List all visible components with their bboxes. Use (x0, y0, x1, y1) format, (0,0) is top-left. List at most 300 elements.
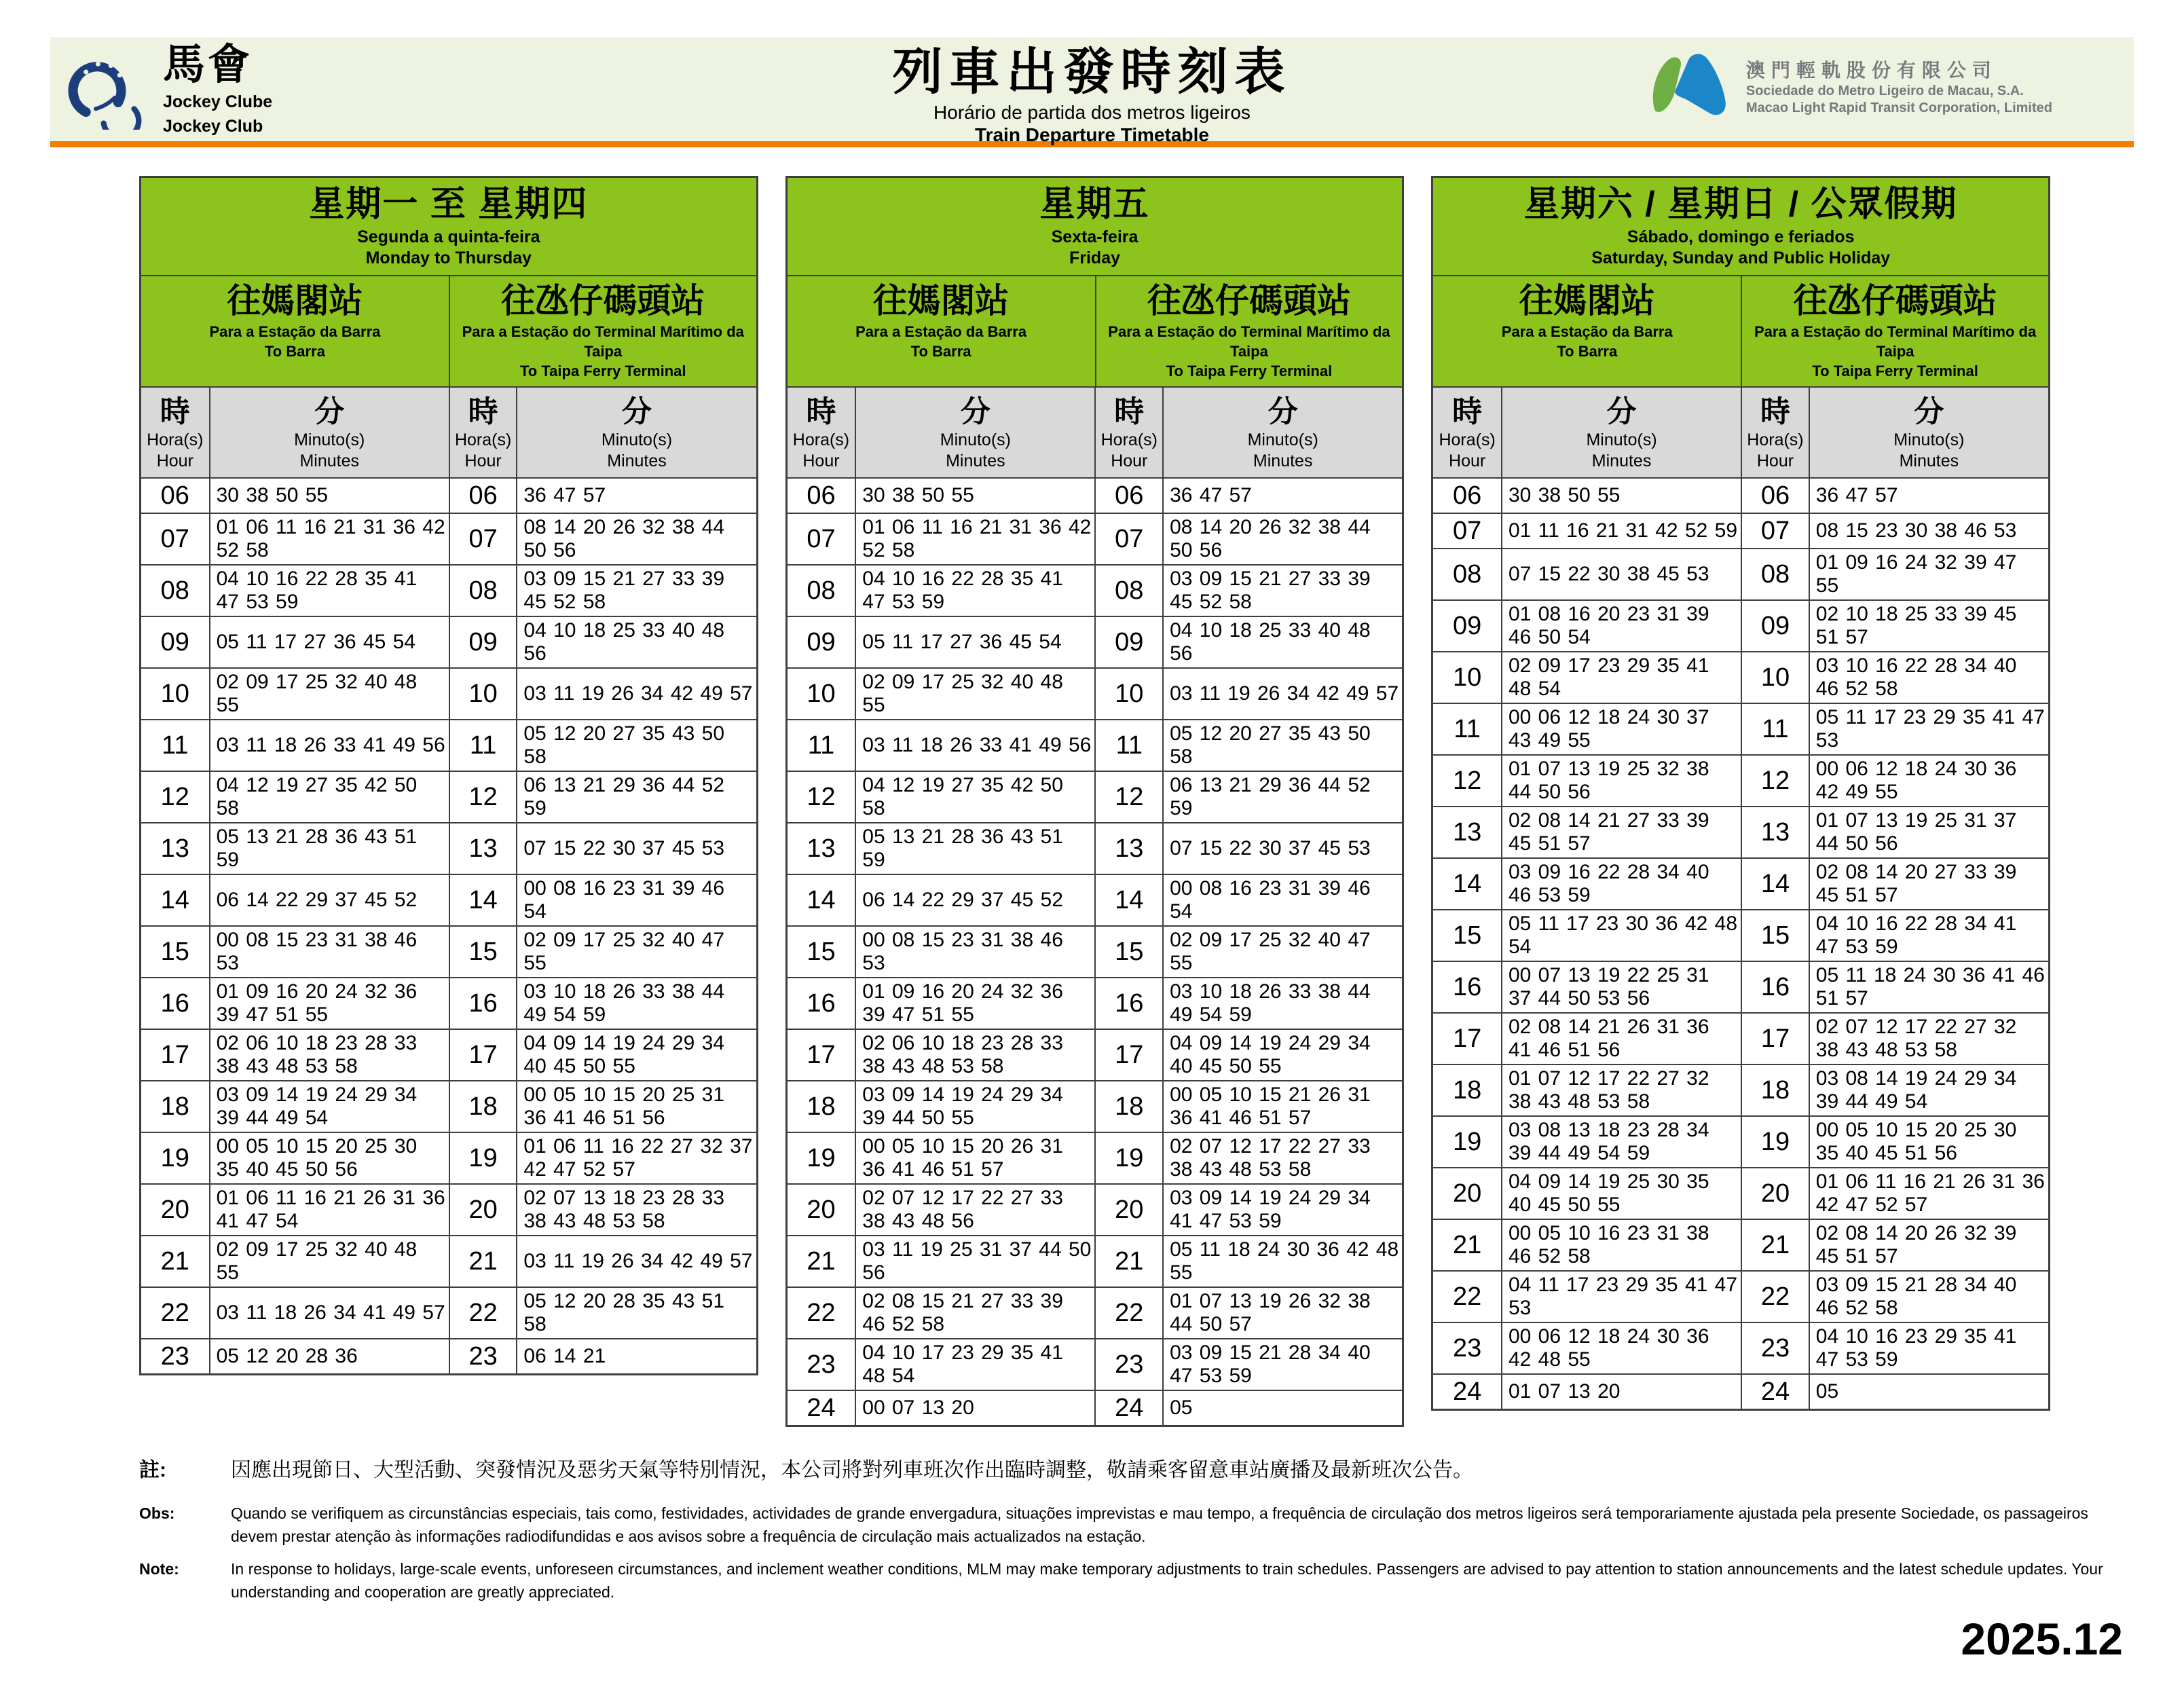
page-title-pt: Horário de partida dos metros ligeiros (933, 102, 1251, 123)
note-portuguese (139, 1502, 2130, 1548)
minutes-cell-to-taipa: 03 09 15 21 28 34 40 47 53 59 (1162, 1339, 1402, 1390)
minutes-column-header (209, 388, 449, 477)
hour-cell: 12 (1741, 756, 1809, 806)
hour-cell: 07 (1094, 514, 1162, 564)
direction-en: To Taipa Ferry Terminal (1812, 363, 1978, 379)
minutes-cell-to-barra: 05 11 17 27 36 45 54 (209, 617, 449, 667)
direction-zh: 往氹仔碼頭站 (1793, 282, 1997, 320)
hour-cell: 19 (1741, 1117, 1809, 1167)
minutes-cell-to-barra: 30 38 50 55 (1501, 479, 1741, 513)
minutes-cell-to-barra: 03 09 16 22 28 34 40 46 53 59 (1501, 859, 1741, 909)
minutes-cell-to-barra: 30 38 50 55 (855, 479, 1094, 513)
timetable-row (141, 978, 756, 1030)
minutes-cell-to-barra: 04 12 19 27 35 42 50 58 (209, 772, 449, 822)
hour-cell: 06 (1453, 481, 1482, 510)
hour-cell: 20 (1453, 1179, 1482, 1208)
minutes-cell-to-barra: 01 07 12 17 22 27 32 38 43 48 53 58 (1501, 1065, 1741, 1115)
hour-cell: 17 (160, 1040, 189, 1069)
hour-cell: 08 (807, 576, 836, 605)
direction-to-barra (788, 276, 1095, 386)
direction-pt: Para a Estação do Terminal Marítimo da Taipa (462, 323, 744, 360)
hour-cell: 15 (807, 937, 836, 966)
timetable-row (141, 669, 756, 720)
hour-cell: 09 (1741, 601, 1809, 651)
hour-cell: 22 (1741, 1272, 1809, 1322)
timetable-row (1433, 1323, 2048, 1375)
minutes-cell-to-barra: 00 07 13 19 22 25 31 37 44 50 53 56 (1501, 962, 1741, 1012)
minutes-header-pt: Minuto(s) (940, 430, 1011, 449)
station-name (163, 43, 272, 136)
timetable-title (1433, 178, 2048, 276)
timetable-row (1433, 1014, 2048, 1065)
minutes-cell-to-taipa: 02 08 14 20 27 33 39 45 51 57 (1809, 859, 2048, 909)
timetable-title-pt: Sexta-feira (1051, 227, 1139, 246)
hour-header-en: Hour (802, 451, 840, 470)
hour-cell: 08 (449, 566, 517, 616)
hour-column-header (449, 388, 517, 477)
direction-to-taipa-ferry (449, 276, 756, 386)
note-label-zh: 註: (139, 1459, 166, 1481)
timetable-row (788, 720, 1403, 772)
hour-cell: 09 (807, 627, 836, 656)
mlm-logo-icon (1644, 50, 1734, 126)
hour-cell: 15 (1094, 927, 1162, 977)
timetable-row (1433, 1065, 2048, 1117)
hour-cell: 19 (1094, 1133, 1162, 1183)
hour-cell: 11 (1094, 720, 1162, 771)
minutes-header-en: Minutes (607, 451, 667, 470)
minutes-cell-to-taipa: 03 09 15 21 28 34 40 46 52 58 (1809, 1272, 2048, 1322)
hour-cell: 12 (807, 782, 836, 811)
minutes-cell-to-barra: 00 06 12 18 24 30 37 43 49 55 (1501, 704, 1741, 754)
timetable-row (1433, 859, 2048, 910)
timetable-body (788, 479, 1403, 1425)
hour-cell: 13 (807, 834, 836, 863)
minutes-cell-to-taipa: 03 10 18 26 33 38 44 49 54 59 (516, 978, 756, 1029)
hour-cell: 18 (1453, 1075, 1482, 1105)
direction-zh: 往媽閣站 (873, 282, 1010, 320)
station-block (65, 43, 272, 136)
hour-cell: 23 (160, 1341, 189, 1371)
minutes-cell-to-taipa: 06 13 21 29 36 44 52 59 (1162, 772, 1402, 822)
hour-header-pt: Hora(s) (454, 430, 512, 449)
minutes-cell-to-taipa: 03 09 14 19 24 29 34 41 47 53 59 (1162, 1185, 1402, 1235)
hour-column-header (788, 388, 855, 477)
hour-cell: 16 (1094, 978, 1162, 1029)
minutes-cell-to-taipa: 08 15 23 30 38 46 53 (1809, 514, 2048, 548)
minutes-cell-to-taipa: 05 11 18 24 30 36 41 46 51 57 (1809, 962, 2048, 1012)
timetable-row (788, 1030, 1403, 1081)
hour-cell: 13 (160, 834, 189, 863)
timetable-row (788, 823, 1403, 875)
minutes-cell-to-barra: 30 38 50 55 (209, 479, 449, 513)
minutes-cell-to-taipa: 00 08 16 23 31 39 46 54 (516, 875, 756, 925)
hour-cell: 07 (1741, 514, 1809, 548)
hour-header-zh: 時 (1114, 395, 1145, 428)
minutes-header-zh: 分 (1914, 395, 1944, 428)
minutes-cell-to-barra: 03 09 14 19 24 29 34 39 44 49 54 (209, 1081, 449, 1132)
hour-cell: 20 (449, 1185, 517, 1235)
note-english (139, 1557, 2130, 1604)
company-names (1746, 58, 2052, 117)
hour-cell: 17 (1453, 1024, 1482, 1053)
timetable-row (141, 1081, 756, 1133)
hour-cell: 07 (807, 524, 836, 553)
hour-cell: 22 (449, 1288, 517, 1338)
direction-zh: 往媽閣站 (227, 282, 363, 320)
timetable-row (141, 1133, 756, 1185)
horseshoe-icon (65, 50, 145, 130)
hour-cell: 16 (1741, 962, 1809, 1012)
hour-cell: 11 (162, 730, 189, 760)
hour-cell: 23 (449, 1339, 517, 1373)
timetable-row (788, 927, 1403, 978)
minutes-cell-to-taipa: 36 47 57 (516, 479, 756, 513)
minutes-cell-to-taipa: 06 14 21 (516, 1339, 756, 1373)
hour-header-zh: 時 (1760, 395, 1790, 428)
hour-header-pt: Hora(s) (1100, 430, 1158, 449)
hour-cell: 15 (449, 927, 517, 977)
station-name-zh: 馬會 (163, 41, 253, 88)
hour-cell: 20 (1741, 1168, 1809, 1219)
minutes-cell-to-taipa: 05 12 20 27 35 43 50 58 (1162, 720, 1402, 771)
station-name-en: Jockey Club (163, 116, 263, 136)
minutes-cell-to-taipa: 01 07 13 19 25 31 37 44 50 56 (1809, 807, 2048, 857)
hour-cell: 13 (449, 823, 517, 874)
minutes-column-header (1809, 388, 2048, 477)
minutes-header-pt: Minuto(s) (294, 430, 365, 449)
timetable-row (1433, 1272, 2048, 1323)
hour-cell: 22 (1453, 1282, 1482, 1311)
minutes-cell-to-taipa: 02 10 18 25 33 39 45 51 57 (1809, 601, 2048, 651)
hour-cell: 10 (1741, 652, 1809, 703)
timetable-row (1433, 962, 2048, 1014)
timetable-row (141, 1236, 756, 1288)
hour-header-zh: 時 (1452, 395, 1483, 428)
minutes-cell-to-barra: 01 06 11 16 21 31 36 42 52 58 (209, 514, 449, 564)
hour-cell: 12 (1094, 772, 1162, 822)
hour-cell: 21 (449, 1236, 517, 1286)
minutes-cell-to-barra: 02 09 17 25 32 40 48 55 (209, 669, 449, 719)
hour-cell: 21 (1741, 1220, 1809, 1270)
direction-en: To Taipa Ferry Terminal (520, 363, 686, 379)
hour-cell: 16 (807, 988, 836, 1018)
hour-column-header (141, 388, 209, 477)
hour-cell: 17 (1094, 1030, 1162, 1080)
minutes-cell-to-barra: 01 09 16 20 24 32 36 39 47 51 55 (855, 978, 1094, 1029)
minutes-cell-to-barra: 01 07 13 20 (1501, 1375, 1741, 1409)
hour-cell: 18 (160, 1092, 189, 1121)
hour-cell: 10 (807, 679, 836, 708)
timetable-row (141, 1030, 756, 1081)
minutes-cell-to-barra: 03 11 18 26 33 41 49 56 (855, 720, 1094, 771)
minutes-cell-to-barra: 02 07 12 17 22 27 33 38 43 48 56 (855, 1185, 1094, 1235)
hour-column-header (1094, 388, 1162, 477)
direction-en: To Barra (1557, 343, 1618, 360)
hour-cell: 14 (449, 875, 517, 925)
minutes-cell-to-barra: 03 11 19 25 31 37 44 50 56 (855, 1236, 1094, 1286)
minutes-header-en: Minutes (1591, 451, 1652, 470)
hour-cell: 17 (1741, 1014, 1809, 1064)
hour-cell: 06 (1094, 479, 1162, 513)
timetable-title-en: Friday (1069, 248, 1121, 267)
minutes-cell-to-barra: 00 07 13 20 (855, 1391, 1094, 1425)
hour-cell: 22 (807, 1298, 836, 1327)
minutes-cell-to-barra: 02 06 10 18 23 28 33 38 43 48 53 58 (209, 1030, 449, 1080)
hour-cell: 06 (449, 479, 517, 513)
direction-headers (788, 276, 1403, 388)
note-label-en: Note: (139, 1560, 179, 1578)
timetable-row (141, 566, 756, 617)
note-chinese (139, 1457, 2130, 1484)
timetable-row (141, 1288, 756, 1339)
notes (139, 1457, 2130, 1604)
hour-cell: 23 (1741, 1323, 1809, 1373)
hour-cell: 23 (807, 1350, 836, 1379)
timetable-row (788, 1391, 1403, 1425)
minutes-cell-to-barra: 01 11 16 21 31 42 52 59 (1501, 514, 1741, 548)
direction-headers (1433, 276, 2048, 388)
station-name-pt: Jockey Clube (163, 92, 273, 111)
timetable-row (141, 823, 756, 875)
company-block (1644, 50, 2052, 126)
minutes-column-header (1162, 388, 1402, 477)
hour-cell: 14 (1741, 859, 1809, 909)
direction-en: To Taipa Ferry Terminal (1166, 363, 1333, 379)
hour-header-en: Hour (156, 451, 193, 470)
hour-cell: 11 (449, 720, 517, 771)
page-title-en: Train Departure Timetable (975, 124, 1209, 145)
minutes-cell-to-taipa: 03 11 19 26 34 42 49 57 (516, 669, 756, 719)
minutes-cell-to-barra: 01 06 11 16 21 26 31 36 41 47 54 (209, 1185, 449, 1235)
hour-cell: 20 (1094, 1185, 1162, 1235)
hour-cell: 16 (1453, 972, 1482, 1001)
company-name-pt: Sociedade do Metro Ligeiro de Macau, S.A. (1745, 84, 2024, 98)
minutes-cell-to-taipa: 08 14 20 26 32 38 44 50 56 (516, 514, 756, 564)
minutes-cell-to-taipa: 04 10 16 23 29 35 41 47 53 59 (1809, 1323, 2048, 1373)
timetable-body (141, 479, 756, 1373)
timetable-title-zh: 星期一 至 星期四 (309, 185, 589, 224)
hour-cell: 08 (160, 576, 189, 605)
hour-cell: 19 (449, 1133, 517, 1183)
minutes-cell-to-taipa: 04 10 18 25 33 40 48 56 (1162, 617, 1402, 667)
minutes-cell-to-taipa: 01 07 13 19 26 32 38 44 50 57 (1162, 1288, 1402, 1338)
minutes-header-en: Minutes (299, 451, 359, 470)
direction-pt: Para a Estação do Terminal Marítimo da Taipa (1754, 323, 2037, 360)
timetable-monday-thursday (139, 176, 758, 1375)
hour-cell: 17 (449, 1030, 517, 1080)
timetable-title-pt: Segunda a quinta-feira (357, 227, 540, 246)
timetable-friday (785, 176, 1405, 1427)
timetable-row (141, 772, 756, 823)
minutes-cell-to-barra: 02 09 17 25 32 40 48 55 (855, 669, 1094, 719)
minutes-cell-to-taipa: 04 09 14 19 24 29 34 40 45 50 55 (1162, 1030, 1402, 1080)
hour-header-pt: Hora(s) (1747, 430, 1804, 449)
version-date: 2025.12 (1961, 1614, 2123, 1664)
hour-column-header (1433, 388, 1501, 477)
hour-cell: 09 (160, 627, 189, 656)
timetable-title-zh: 星期六 / 星期日 / 公眾假期 (1523, 185, 1958, 224)
minutes-header-pt: Minuto(s) (1586, 430, 1657, 449)
hour-column-header (1741, 388, 1809, 477)
timetable-row (1433, 479, 2048, 514)
hour-cell: 12 (449, 772, 517, 822)
minutes-cell-to-barra: 00 05 10 15 20 26 31 36 41 46 51 57 (855, 1133, 1094, 1183)
timetable-row (788, 1236, 1403, 1288)
timetable-row (788, 617, 1403, 669)
direction-en: To Barra (910, 343, 971, 360)
hour-header-zh: 時 (468, 395, 498, 428)
timetable-row (788, 479, 1403, 514)
minutes-cell-to-taipa: 02 09 17 25 32 40 47 55 (516, 927, 756, 977)
minutes-column-header (855, 388, 1094, 477)
minutes-cell-to-barra: 05 11 17 27 36 45 54 (855, 617, 1094, 667)
timetable-row (788, 1288, 1403, 1339)
minutes-cell-to-taipa: 05 (1809, 1375, 2048, 1409)
minutes-cell-to-taipa: 04 09 14 19 24 29 34 40 45 50 55 (516, 1030, 756, 1080)
minutes-cell-to-taipa: 03 08 14 19 24 29 34 39 44 49 54 (1809, 1065, 2048, 1115)
hour-cell: 06 (807, 481, 836, 510)
timetable-row (1433, 704, 2048, 756)
minutes-cell-to-taipa: 36 47 57 (1809, 479, 2048, 513)
minutes-cell-to-barra: 04 09 14 19 25 30 35 40 45 50 55 (1501, 1168, 1741, 1219)
timetable-row (788, 772, 1403, 823)
hour-cell: 23 (1094, 1339, 1162, 1390)
timetable-row (1433, 1117, 2048, 1168)
minutes-cell-to-taipa: 03 11 19 26 34 42 49 57 (1162, 669, 1402, 719)
minutes-header-pt: Minuto(s) (601, 430, 673, 449)
minutes-cell-to-taipa: 01 09 16 24 32 39 47 55 (1809, 549, 2048, 599)
timetable-title-zh: 星期五 (1039, 185, 1150, 224)
minutes-cell-to-taipa: 00 05 10 15 21 26 31 36 41 46 51 57 (1162, 1081, 1402, 1132)
minutes-cell-to-barra: 00 08 15 23 31 38 46 53 (855, 927, 1094, 977)
minutes-cell-to-taipa: 05 11 18 24 30 36 42 48 55 (1162, 1236, 1402, 1286)
minutes-header-pt: Minuto(s) (1893, 430, 1965, 449)
minutes-cell-to-barra: 04 10 17 23 29 35 41 48 54 (855, 1339, 1094, 1390)
minutes-cell-to-barra: 00 05 10 16 23 31 38 46 52 58 (1501, 1220, 1741, 1270)
hour-cell: 19 (807, 1143, 836, 1172)
hour-cell: 18 (449, 1081, 517, 1132)
hour-cell: 23 (1453, 1333, 1482, 1363)
hour-cell: 24 (1453, 1377, 1482, 1406)
note-text-zh: 因應出現節日、大型活動、突發情況及惡劣天氣等特別情況，本公司將對列車班次作出臨時調整，敬請乘客留意車站廣播及最新班次公告。 (231, 1459, 1473, 1481)
timetable-row (1433, 1220, 2048, 1272)
timetable-title (141, 178, 756, 276)
timetable-row (1433, 910, 2048, 962)
hour-cell: 24 (1094, 1391, 1162, 1425)
timetable-row (1433, 549, 2048, 601)
hour-header-zh: 時 (806, 395, 836, 428)
timetable-row (1433, 601, 2048, 652)
column-headers (788, 388, 1403, 479)
minutes-cell-to-taipa: 05 11 17 23 29 35 41 47 53 (1809, 704, 2048, 754)
minutes-cell-to-barra: 01 06 11 16 21 31 36 42 52 58 (855, 514, 1094, 564)
hour-cell: 21 (160, 1246, 189, 1276)
hour-cell: 20 (807, 1195, 836, 1224)
minutes-cell-to-taipa: 02 07 12 17 22 27 33 38 43 48 53 58 (1162, 1133, 1402, 1183)
header-band (50, 37, 2134, 147)
timetable-row (788, 1081, 1403, 1133)
minutes-cell-to-taipa: 04 10 16 22 28 34 41 47 53 59 (1809, 910, 2048, 961)
column-headers (141, 388, 756, 479)
timetable-row (1433, 514, 2048, 549)
direction-headers (141, 276, 756, 388)
timetable-row (1433, 652, 2048, 704)
hour-cell: 13 (1094, 823, 1162, 874)
timetable-sat-sun-holiday (1431, 176, 2050, 1411)
direction-to-taipa-ferry (1095, 276, 1403, 386)
minutes-cell-to-barra: 06 14 22 29 37 45 52 (209, 875, 449, 925)
hour-header-pt: Hora(s) (792, 430, 850, 449)
minutes-cell-to-barra: 03 11 18 26 33 41 49 56 (209, 720, 449, 771)
hour-cell: 11 (1454, 714, 1481, 743)
hour-cell: 17 (807, 1040, 836, 1069)
timetable-row (141, 514, 756, 566)
hour-cell: 07 (1453, 516, 1482, 545)
minutes-cell-to-taipa: 05 (1162, 1391, 1402, 1425)
timetable-row (1433, 756, 2048, 807)
hour-cell: 10 (1094, 669, 1162, 719)
hour-cell: 10 (449, 669, 517, 719)
hour-cell: 20 (160, 1195, 189, 1224)
direction-pt: Para a Estação da Barra (1501, 323, 1673, 340)
minutes-cell-to-taipa: 08 14 20 26 32 38 44 50 56 (1162, 514, 1402, 564)
hour-cell: 21 (1453, 1230, 1482, 1259)
hour-cell: 24 (1741, 1375, 1809, 1409)
hour-cell: 14 (1453, 869, 1482, 898)
timetable-title-en: Saturday, Sunday and Public Holiday (1591, 248, 1891, 267)
hour-cell: 13 (1453, 817, 1482, 847)
hour-header-zh: 時 (160, 395, 190, 428)
minutes-cell-to-barra: 00 05 10 15 20 25 30 35 40 45 50 56 (209, 1133, 449, 1183)
minutes-header-zh: 分 (314, 395, 345, 428)
hour-header-pt: Hora(s) (1439, 430, 1496, 449)
hour-cell: 21 (807, 1246, 836, 1276)
minutes-header-zh: 分 (960, 395, 991, 428)
hour-cell: 18 (1094, 1081, 1162, 1132)
hour-cell: 09 (1094, 617, 1162, 667)
timetable-row (141, 617, 756, 669)
timetable-row (788, 1185, 1403, 1236)
hour-cell: 12 (1453, 766, 1482, 795)
minutes-cell-to-barra: 00 06 12 18 24 30 36 42 48 55 (1501, 1323, 1741, 1373)
hour-header-en: Hour (1756, 451, 1794, 470)
hour-cell: 15 (1453, 921, 1482, 950)
hour-cell: 14 (160, 885, 189, 914)
company-name-en: Macao Light Rapid Transit Corporation, Limited (1745, 100, 2052, 115)
minutes-cell-to-barra: 05 13 21 28 36 43 51 59 (855, 823, 1094, 874)
direction-to-barra (1433, 276, 1741, 386)
timetable-row (788, 566, 1403, 617)
minutes-cell-to-barra: 03 08 13 18 23 28 34 39 44 49 54 59 (1501, 1117, 1741, 1167)
hour-cell: 08 (1094, 566, 1162, 616)
minutes-header-zh: 分 (1606, 395, 1637, 428)
hour-cell: 08 (1453, 559, 1482, 589)
hour-cell: 18 (807, 1092, 836, 1121)
minutes-cell-to-barra: 07 15 22 30 38 45 53 (1501, 549, 1741, 599)
direction-zh: 往媽閣站 (1519, 282, 1655, 320)
minutes-cell-to-taipa: 01 06 11 16 21 26 31 36 42 47 52 57 (1809, 1168, 2048, 1219)
hour-cell: 14 (1094, 875, 1162, 925)
minutes-cell-to-taipa: 02 09 17 25 32 40 47 55 (1162, 927, 1402, 977)
minutes-header-zh: 分 (622, 395, 652, 428)
timetable-page (0, 37, 2184, 1665)
hour-cell: 10 (160, 679, 189, 708)
minutes-cell-to-barra: 06 14 22 29 37 45 52 (855, 875, 1094, 925)
minutes-cell-to-taipa: 00 06 12 18 24 30 36 42 49 55 (1809, 756, 2048, 806)
timetable-row (1433, 807, 2048, 859)
direction-pt: Para a Estação do Terminal Marítimo da Taipa (1108, 323, 1390, 360)
